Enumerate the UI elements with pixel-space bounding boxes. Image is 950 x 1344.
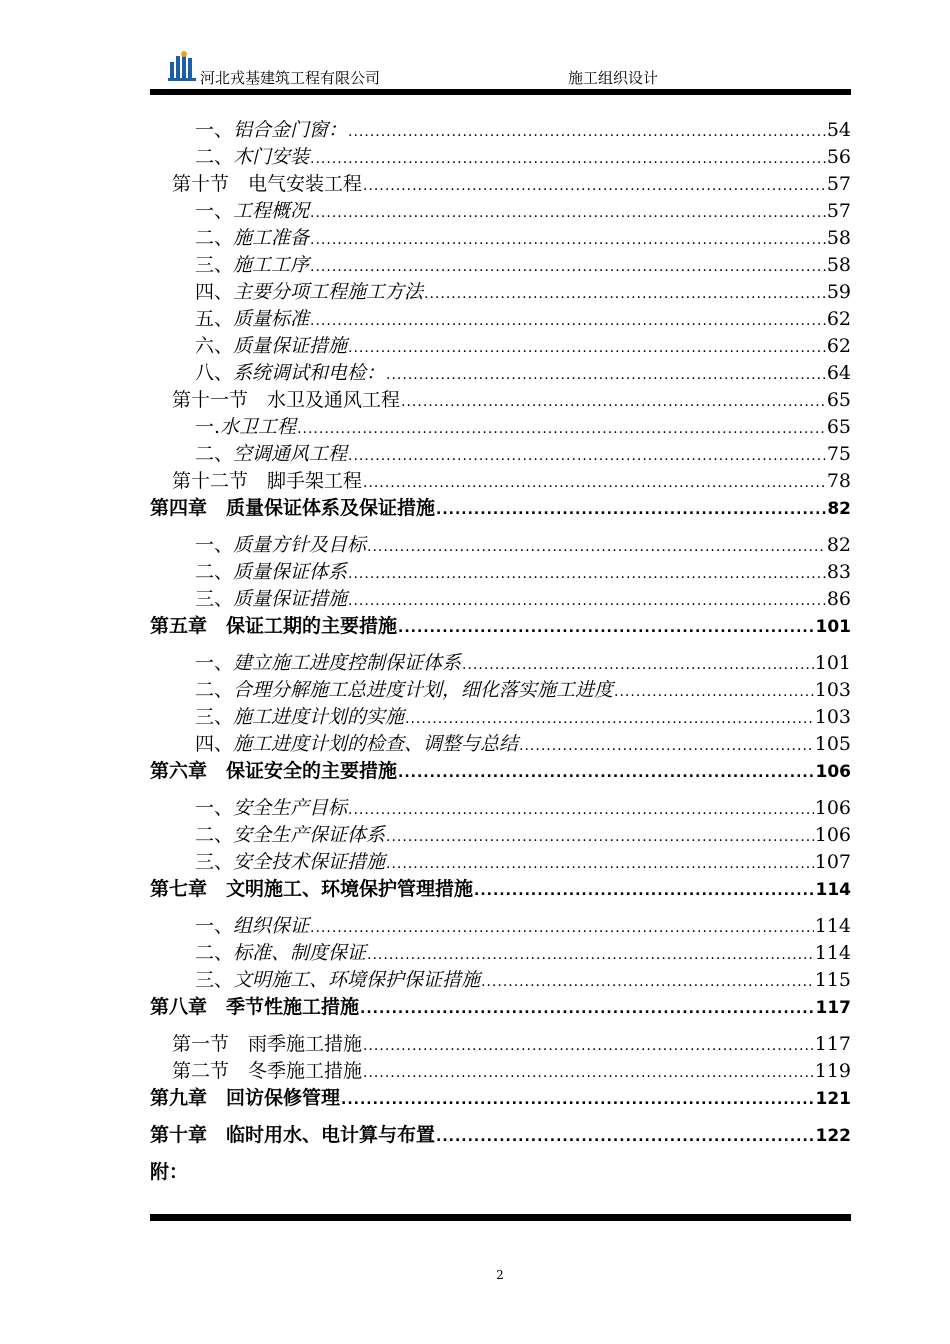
- toc-entry-page: 65: [826, 389, 851, 411]
- toc-entry-text: 施工工序: [233, 254, 310, 276]
- toc-leader-dots: [386, 362, 826, 389]
- toc-entry-number: 三、: [195, 969, 234, 991]
- toc-entry-page: 83: [826, 561, 851, 583]
- toc-leader-dots: [386, 824, 814, 851]
- toc-entry-text: 质量保证措施: [233, 588, 348, 610]
- toc-entry-number: 二、: [195, 824, 234, 846]
- toc-entry-text: 组织保证: [233, 915, 310, 937]
- toc-entry-title: [195, 198, 309, 225]
- toc-entry-title: [195, 532, 366, 559]
- toc-leader-dots: [436, 1124, 814, 1151]
- toc-entry[interactable]: [150, 876, 851, 903]
- toc-entry[interactable]: [150, 1122, 851, 1149]
- toc-entry-text: 工程概况: [233, 200, 310, 222]
- toc-entry-text: 安全生产保证体系: [233, 824, 386, 846]
- toc-leader-dots: [367, 534, 826, 561]
- toc-entry-text: 附：: [150, 1161, 189, 1183]
- toc-entry-text: 空调通风工程: [233, 443, 348, 465]
- toc-leader-dots: [363, 470, 826, 497]
- toc-leader-dots: [360, 996, 814, 1023]
- toc-entry-page: 114: [815, 880, 851, 900]
- toc-entry-title: [195, 967, 480, 994]
- toc-entry-number: 二、: [195, 146, 234, 168]
- toc-entry-title: [195, 795, 347, 822]
- toc-leader-dots: [424, 281, 826, 308]
- toc-entry-title: [195, 849, 385, 876]
- toc-entry-text: 文明施工、环境保护保证措施: [233, 969, 481, 991]
- toc-entry-text: 质量保证措施: [233, 335, 348, 357]
- toc-entry-title: [172, 387, 400, 414]
- toc-leader-dots: [310, 146, 826, 173]
- toc-entry[interactable]: [150, 441, 851, 468]
- toc-entry-title: [172, 171, 362, 198]
- toc-entry-page: 117: [815, 998, 851, 1018]
- toc-entry-title: [172, 1058, 362, 1085]
- toc-entry[interactable]: [150, 414, 851, 441]
- toc-entry-page: 59: [826, 281, 851, 303]
- toc-entry-text: 主要分项工程施工方法: [233, 281, 424, 303]
- toc-entry[interactable]: [150, 822, 851, 849]
- toc-leader-dots: [363, 173, 826, 200]
- toc-entry[interactable]: [150, 306, 851, 333]
- toc-entry-text: 第十一节 水卫及通风工程: [172, 389, 401, 411]
- toc-entry[interactable]: [150, 1159, 851, 1186]
- toc-entry-number: 八、: [195, 362, 234, 384]
- toc-entry-number: 一、: [195, 534, 234, 556]
- toc-entry-title: [195, 117, 347, 144]
- toc-leader-dots: [341, 1087, 814, 1114]
- toc-entry-page: 101: [815, 617, 851, 637]
- page-number: 2: [496, 1268, 504, 1282]
- toc-leader-dots: [363, 1060, 814, 1087]
- toc-entry[interactable]: [150, 613, 851, 640]
- toc-leader-dots: [348, 588, 826, 615]
- toc-entry-page: 115: [814, 969, 851, 991]
- toc-entry-text: 安全生产目标: [233, 797, 348, 819]
- toc-entry[interactable]: [150, 1085, 851, 1112]
- toc-entry[interactable]: [150, 704, 851, 731]
- toc-entry-text: 质量标准: [233, 308, 310, 330]
- toc-leader-dots: [386, 851, 814, 878]
- toc-entry-page: 106: [814, 824, 851, 846]
- toc-entry[interactable]: [150, 758, 851, 785]
- toc-entry[interactable]: [150, 387, 851, 414]
- toc-entry-text: 系统调试和电检：: [233, 362, 386, 384]
- toc-entry-page: 56: [826, 146, 851, 168]
- toc-entry[interactable]: [150, 849, 851, 876]
- toc-entry[interactable]: [150, 994, 851, 1021]
- toc-entry-number: 二、: [195, 679, 234, 701]
- toc-entry-number: 一.: [195, 416, 221, 438]
- toc-entry-page: 65: [826, 416, 851, 438]
- toc-entry-text: 第四章 质量保证体系及保证措施: [150, 497, 436, 519]
- toc-entry-title: [195, 333, 347, 360]
- toc-entry-text: 第十节 电气安装工程: [172, 173, 363, 195]
- toc-entry-text: 第十二节 脚手架工程: [172, 470, 363, 492]
- toc-entry-title: [172, 1031, 362, 1058]
- toc-leader-dots: [398, 760, 814, 787]
- toc-entry-page: 103: [814, 679, 851, 701]
- toc-leader-dots: [367, 942, 814, 969]
- toc-entry[interactable]: [150, 967, 851, 994]
- toc-entry-title: [150, 613, 397, 640]
- toc-entry-title: [195, 559, 347, 586]
- toc-entry[interactable]: [150, 198, 851, 225]
- toc-entry[interactable]: [150, 731, 851, 758]
- toc-entry-title: [195, 252, 309, 279]
- toc-entry-number: 二、: [195, 443, 234, 465]
- toc-leader-dots: [348, 335, 826, 362]
- toc-entry-text: 施工进度计划的实施: [233, 706, 405, 728]
- toc-entry-page: 57: [826, 200, 851, 222]
- toc-leader-dots: [436, 497, 826, 524]
- toc-entry-number: 三、: [195, 588, 234, 610]
- toc-entry[interactable]: [150, 225, 851, 252]
- toc-entry-page: 105: [814, 733, 851, 755]
- toc-entry[interactable]: [150, 279, 851, 306]
- toc-entry-title: [195, 822, 385, 849]
- toc-entry-page: 86: [826, 588, 851, 610]
- toc-entry[interactable]: [150, 495, 851, 522]
- toc-entry-number: 一、: [195, 797, 234, 819]
- toc-entry-page: 121: [815, 1089, 851, 1109]
- toc-entry[interactable]: [150, 360, 851, 387]
- toc-entry-page: 82: [826, 534, 851, 556]
- toc-entry-page: 114: [814, 942, 851, 964]
- toc-entry-title: [195, 677, 613, 704]
- toc-entry[interactable]: [150, 532, 851, 559]
- toc-entry-page: 101: [814, 652, 851, 674]
- toc-entry-number: 二、: [195, 942, 234, 964]
- toc-entry-text: 施工进度计划的检查、调整与总结: [233, 733, 519, 755]
- toc-entry-page: 82: [827, 499, 851, 519]
- toc-entry-text: 第六章 保证安全的主要措施: [150, 760, 398, 782]
- toc-entry-text: 建立施工进度控制保证体系: [233, 652, 462, 674]
- document-title: 施工组织设计: [568, 69, 659, 87]
- toc-leader-dots: [401, 389, 826, 416]
- building-logo-icon: [168, 50, 196, 82]
- toc-entry-number: 五、: [195, 308, 234, 330]
- toc-entry-title: [195, 360, 385, 387]
- toc-entry-title: [195, 731, 518, 758]
- toc-entry-title: [195, 650, 461, 677]
- toc-entry-text: 安全技术保证措施: [233, 851, 386, 873]
- toc-entry[interactable]: [150, 913, 851, 940]
- toc-entry-title: [150, 994, 359, 1021]
- toc-entry-title: [195, 414, 296, 441]
- toc-entry-title: [195, 704, 404, 731]
- toc-entry-title: [195, 279, 423, 306]
- toc-leader-dots: [405, 706, 814, 733]
- toc-entry-page: 107: [814, 851, 851, 873]
- toc-entry[interactable]: [150, 468, 851, 495]
- toc-entry-number: 一、: [195, 119, 234, 141]
- toc-entry-page: 106: [814, 797, 851, 819]
- toc-entry-number: 六、: [195, 335, 234, 357]
- toc-entry-title: [150, 1159, 188, 1186]
- toc-entry[interactable]: [150, 795, 851, 822]
- toc-leader-dots: [310, 308, 826, 335]
- toc-entry-page: 103: [814, 706, 851, 728]
- toc-entry-text: 铝合金门窗：: [233, 119, 348, 141]
- toc-leader-dots: [297, 416, 826, 443]
- toc-entry-number: 一、: [195, 915, 234, 937]
- toc-leader-dots: [481, 969, 814, 996]
- toc-entry-text: 质量保证体系: [233, 561, 348, 583]
- toc-entry-title: [150, 1122, 435, 1149]
- toc-entry[interactable]: [150, 559, 851, 586]
- toc-leader-dots: [310, 915, 814, 942]
- toc-entry[interactable]: [150, 940, 851, 967]
- toc-entry-number: 三、: [195, 706, 234, 728]
- toc-entry[interactable]: [150, 333, 851, 360]
- toc-entry[interactable]: [150, 1058, 851, 1085]
- toc-entry-number: 四、: [195, 733, 234, 755]
- toc-leader-dots: [462, 652, 814, 679]
- toc-entry-title: [150, 876, 473, 903]
- toc-entry-page: 64: [826, 362, 851, 384]
- toc-entry-title: [172, 468, 362, 495]
- toc-entry-number: 一、: [195, 652, 234, 674]
- toc-entry-title: [195, 441, 347, 468]
- toc-entry-number: 三、: [195, 254, 234, 276]
- toc-entry-title: [195, 913, 309, 940]
- toc-entry[interactable]: [150, 677, 851, 704]
- toc-entry-number: 四、: [195, 281, 234, 303]
- toc-entry[interactable]: [150, 117, 851, 144]
- toc-entry-number: 一、: [195, 200, 234, 222]
- toc-leader-dots: [474, 878, 814, 905]
- toc-entry-text: 标准、制度保证: [233, 942, 367, 964]
- toc-entry-text: 第二节 冬季施工措施: [172, 1060, 363, 1082]
- toc-entry-page: 78: [826, 470, 851, 492]
- toc-entry-page: 54: [826, 119, 851, 141]
- toc-entry-text: 第七章 文明施工、环境保护管理措施: [150, 878, 474, 900]
- toc-leader-dots: [614, 679, 814, 706]
- toc-leader-dots: [348, 561, 826, 588]
- toc-entry-title: [195, 225, 309, 252]
- toc-entry[interactable]: [150, 1031, 851, 1058]
- toc-entry-title: [195, 586, 347, 613]
- toc-entry-page: 122: [815, 1126, 851, 1146]
- toc-entry-title: [195, 306, 309, 333]
- header-rule: [150, 89, 851, 95]
- toc-leader-dots: [363, 1033, 814, 1060]
- toc-entry-page: 75: [826, 443, 851, 465]
- toc-entry-text: 木门安装: [233, 146, 310, 168]
- footer-rule: [150, 1214, 851, 1221]
- toc-entry-text: 水卫工程: [220, 416, 297, 438]
- toc-entry[interactable]: [150, 144, 851, 171]
- toc-entry-page: 62: [826, 335, 851, 357]
- company-name: 河北戎基建筑工程有限公司: [200, 69, 381, 87]
- toc-entry-text: 合理分解施工总进度计划，细化落实施工进度: [233, 679, 614, 701]
- toc-entry-title: [195, 144, 309, 171]
- toc-leader-dots: [348, 443, 826, 470]
- toc-leader-dots: [348, 119, 826, 146]
- toc-entry-page: 117: [814, 1033, 851, 1055]
- toc-entry-title: [195, 940, 366, 967]
- toc-entry-page: 119: [814, 1060, 851, 1082]
- toc-entry-text: 质量方针及目标: [233, 534, 367, 556]
- toc-entry-text: 第九章 回访保修管理: [150, 1087, 341, 1109]
- toc-entry-text: 第一节 雨季施工措施: [172, 1033, 363, 1055]
- toc-leader-dots: [348, 797, 814, 824]
- table-of-contents: [150, 117, 851, 1186]
- toc-leader-dots: [310, 254, 826, 281]
- toc-entry[interactable]: [150, 586, 851, 613]
- toc-entry-page: 114: [814, 915, 851, 937]
- toc-entry-text: 第五章 保证工期的主要措施: [150, 615, 398, 637]
- toc-entry-page: 62: [826, 308, 851, 330]
- toc-entry-page: 58: [826, 254, 851, 276]
- toc-entry-title: [150, 758, 397, 785]
- toc-entry[interactable]: [150, 171, 851, 198]
- toc-leader-dots: [310, 227, 826, 254]
- toc-entry-number: 三、: [195, 851, 234, 873]
- toc-entry-page: 106: [815, 762, 851, 782]
- toc-entry-page: 57: [826, 173, 851, 195]
- toc-entry-page: 58: [826, 227, 851, 249]
- toc-entry[interactable]: [150, 252, 851, 279]
- toc-entry-title: [150, 495, 435, 522]
- toc-entry[interactable]: [150, 650, 851, 677]
- toc-entry-text: 施工准备: [233, 227, 310, 249]
- toc-entry-text: 第十章 临时用水、电计算与布置: [150, 1124, 436, 1146]
- toc-entry-title: [150, 1085, 340, 1112]
- toc-entry-number: 二、: [195, 561, 234, 583]
- toc-leader-dots: [398, 615, 814, 642]
- toc-entry-text: 第八章 季节性施工措施: [150, 996, 360, 1018]
- toc-leader-dots: [519, 733, 814, 760]
- toc-leader-dots: [310, 200, 826, 227]
- toc-entry-number: 二、: [195, 227, 234, 249]
